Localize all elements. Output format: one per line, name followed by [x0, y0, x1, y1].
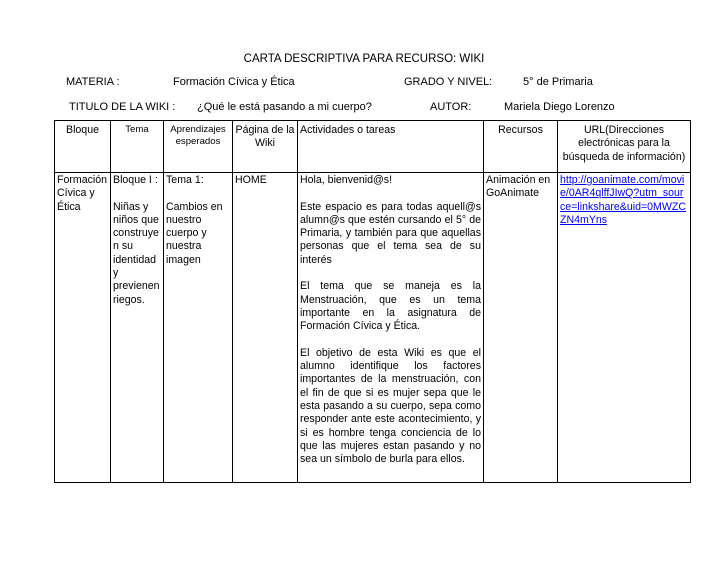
cell-pagina: HOME — [233, 173, 298, 483]
header-aprendizajes: Aprendizajes esperados — [164, 121, 233, 173]
header-actividades: Actividades o tareas — [298, 121, 484, 173]
cell-bloque: Formación Cívica y Ética — [55, 173, 111, 483]
actividad-paragraph: Hola, bienvenid@s! — [300, 174, 393, 186]
actividad-paragraph: El tema que se maneja es la Menstruación, que es un tema importante en la asignatura de Formación Cívica y Ética. — [300, 280, 481, 333]
aprendizajes-description: Cambios en nuestro cuerpo y nuestra imagen — [166, 200, 223, 266]
table-row — [55, 173, 691, 483]
cell-recursos: Animación en GoAnimate — [484, 173, 558, 483]
tema-description: Niñas y niños que construyen su identidad y previenen riegos. — [113, 200, 160, 306]
grado-value: 5° de Primaria — [523, 76, 593, 88]
table-header-row — [55, 121, 691, 173]
cell-aprendizajes — [164, 173, 233, 483]
autor-label: AUTOR: — [430, 101, 472, 113]
grado-label: GRADO Y NIVEL: — [404, 76, 493, 88]
header-bloque: Bloque — [55, 121, 111, 173]
materia-label: MATERIA : — [66, 76, 120, 88]
aprendizajes-title: Tema 1: — [166, 174, 204, 186]
materia-value: Formación Cívica y Ética — [173, 76, 295, 88]
actividad-paragraph: Este espacio es para todas aquell@s alumn@s que estén cursando el 5° de Primaria, y también para que aquellas personas que el tema sea de su interés — [300, 200, 481, 266]
header-url: URL(Direcciones electrónicas para la búsqueda de información) — [558, 121, 691, 173]
document-title: CARTA DESCRIPTIVA PARA RECURSO: WIKI — [243, 53, 485, 65]
cell-actividades — [298, 173, 484, 483]
actividad-paragraph: El objetivo de esta Wiki es que el alumno identifique los factores importantes de la menstruación, con el fin de que si es mujer sepa que le esta pasando a su cuerpo, sepa como responder ante este acontecimiento, y si es hombre tenga conciencia de lo que las mujeres estan pasando y no sea un símbolo de burla para ellos. — [300, 346, 481, 466]
autor-value: Mariela Diego Lorenzo — [504, 101, 615, 113]
header-recursos: Recursos — [484, 121, 558, 173]
cell-tema — [111, 173, 164, 483]
resource-table — [54, 120, 691, 483]
resource-url-link[interactable]: http://goanimate.com/movie/0AR4qlffJIwQ?utm_source=linkshare&uid=0MWZCZN4mYns — [560, 174, 686, 226]
header-pagina: Página de la Wiki — [233, 121, 298, 173]
titulo-value: ¿Qué le está pasando a mi cuerpo? — [197, 101, 372, 113]
titulo-label: TITULO DE LA WIKI : — [69, 101, 176, 113]
cell-url — [558, 173, 691, 483]
tema-title: Bloque I : — [113, 174, 158, 186]
header-tema: Tema — [111, 121, 164, 173]
